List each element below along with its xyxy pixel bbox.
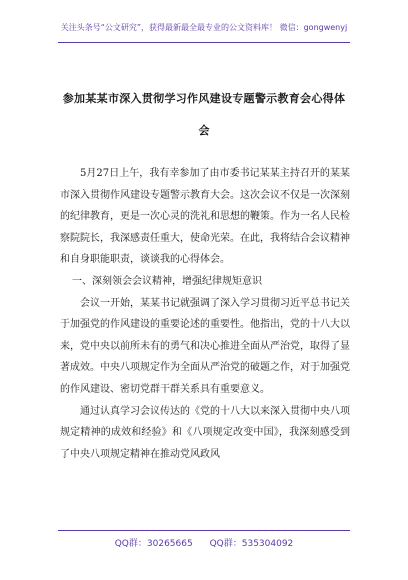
paragraph: 通过认真学习会议传达的《党的十八大以来深入贯彻中央八项规定精神的成效和经验》和《八项规定改变中国》，我深刻感受到了中央八项规定精神在推动党风政风	[60, 405, 350, 460]
paragraph: 5月27日上午，我有幸参加了由市委书记某某主持召开的某某市深入贯彻作风建设专题警示教育大会。这次会议不仅是一次深刻的纪律教育，更是一次心灵的洗礼和思想的鞭策。作为一名人民检察院院长，我深感责任重大，使命光荣。在此，我将结合会议精神和自身职能职责，谈谈我的心得体会。	[60, 168, 350, 266]
paragraph: 会议一开始，某某书记就强调了深入学习贯彻习近平总书记关于加强党的作风建设的重要论述的重要性。他指出，党的十八大以来，党中央以前所未有的勇气和决心推进全面从严治党，取得了显著成效。中央八项规定作为全面从严治党的破题之作，对于加强党的作风建设、密切党群干群关系具有重要意义。	[60, 297, 350, 395]
document-body	[60, 163, 350, 465]
document-title-continuation: 会	[198, 124, 210, 137]
document-title: 参加某某市深入贯彻学习作风建设专题警示教育会心得体	[62, 92, 346, 105]
footer-qq-group-1: QQ群：30265665	[114, 539, 193, 549]
footer-qq-group-2: QQ群：535304092	[209, 539, 294, 549]
page-footer	[0, 536, 408, 549]
page-header-banner: 关注头条号“公文研究”，获得最新最全最专业的公文资料库！ 微信：gongwenyj	[60, 23, 348, 32]
section-heading: 一、深刻领会会议精神，增强纪律规矩意识	[72, 275, 262, 287]
header-divider	[58, 42, 350, 43]
footer-divider	[58, 530, 350, 531]
